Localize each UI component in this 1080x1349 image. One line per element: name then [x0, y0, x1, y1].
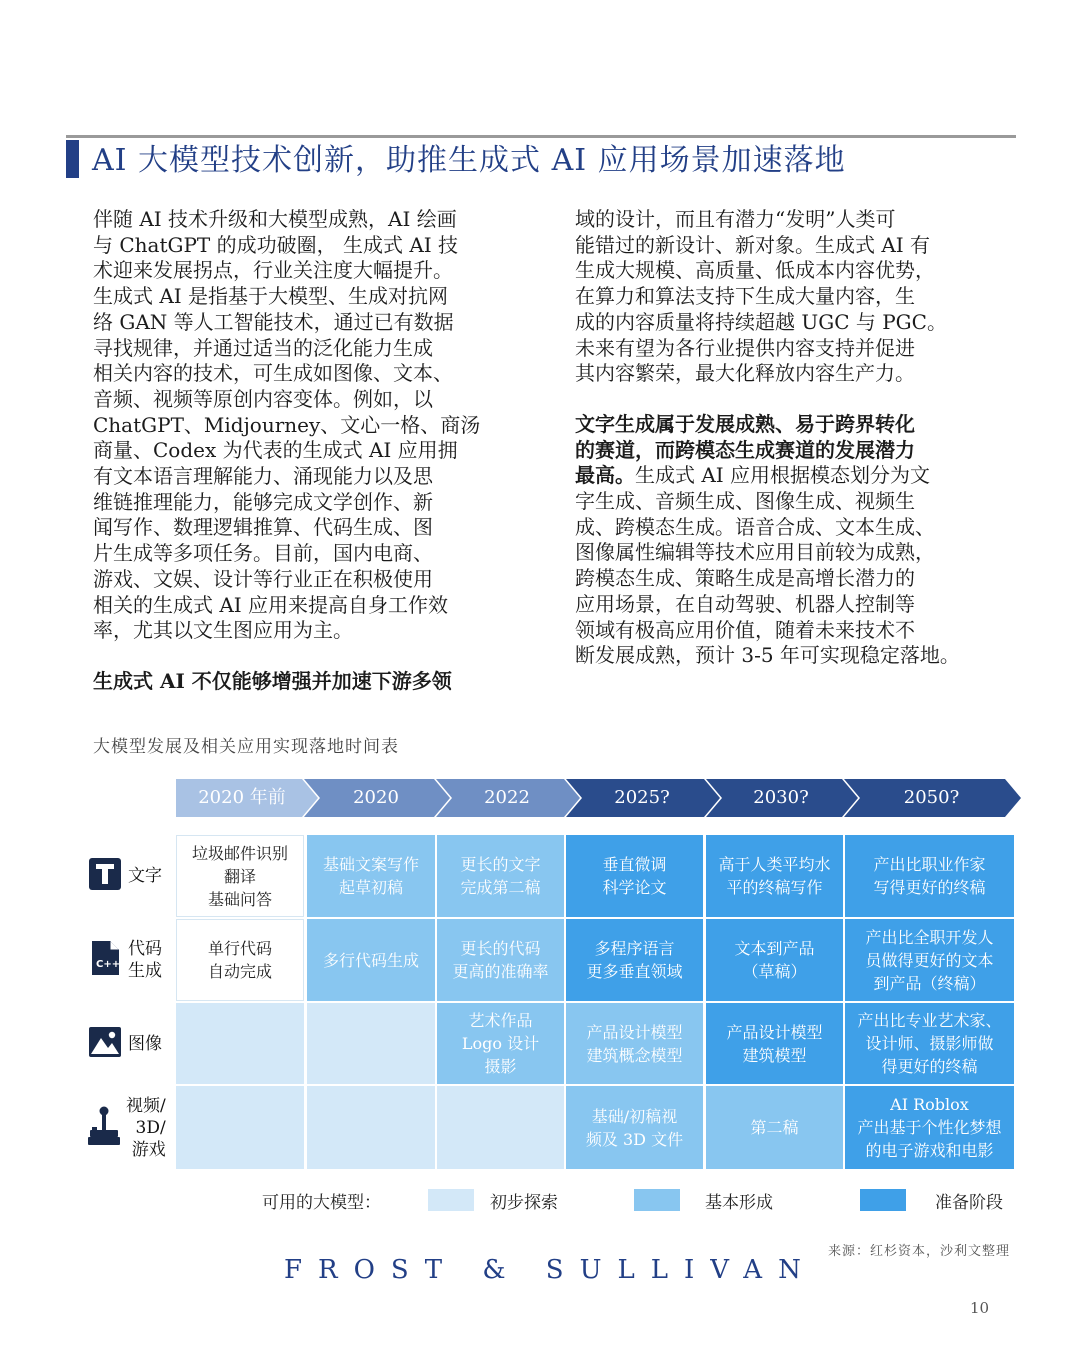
timeline-step — [844, 779, 1021, 817]
text-line: 术迎来发展拐点，行业关注度大幅提升。 — [93, 258, 453, 283]
grid-cell — [307, 1003, 435, 1084]
text-line: 成、跨模态生成。语音合成、文本生成、 — [575, 514, 935, 539]
grid-cell: 产出比专业艺术家、 设计师、摄影师做 得更好的终稿 — [845, 1003, 1014, 1084]
legend-swatch-exploring — [428, 1189, 474, 1211]
right-column — [575, 207, 1015, 669]
text-line: 域的设计，而且有潜力“发明”人类可 — [575, 207, 896, 231]
grid-cell: 基础/初稿视 频及 3D 文件 — [566, 1086, 703, 1169]
page-title: AI 大模型技术创新，助推生成式 AI 应用场景加速落地 — [92, 143, 846, 178]
grid-cell: 产出比职业作家 写得更好的终稿 — [845, 835, 1014, 917]
text-line: 领域有极高应用价值，随着未来技术不 — [575, 617, 915, 642]
text-line: 相关的生成式 AI 应用来提高自身工作效 — [93, 592, 449, 617]
grid-cell: 高于人类平均水 平的终稿写作 — [706, 835, 843, 917]
grid-cell: 多行代码生成 — [307, 919, 435, 1001]
left-paragraph-1 — [93, 207, 533, 644]
timeline-label: 2030? — [753, 787, 809, 808]
text-line: 率，尤其以文生图应用为主。 — [93, 618, 353, 643]
legend-title: 可用的大模型： — [262, 1193, 381, 1213]
row-label-text: 视频/ 3D/ 游戏 — [126, 1095, 166, 1160]
left-paragraph-2: 生成式 AI 不仅能够增强并加速下游多领 — [93, 668, 452, 693]
text-line: 商量、Codex 为代表的生成式 AI 应用拥 — [93, 438, 458, 463]
text-line: 生成式 AI 应用根据模态划分为文 — [635, 463, 931, 488]
grid-cell — [307, 1086, 435, 1169]
grid-cell: 文本到产品 （草稿） — [706, 919, 843, 1001]
right-paragraph-1 — [575, 207, 1015, 387]
row-label — [88, 1086, 178, 1169]
legend-label-ready: 准备阶段 — [935, 1193, 1003, 1213]
text-line: 片生成等多项任务。目前，国内电商、 — [93, 541, 433, 566]
text-line: 生成大规模、高质量、低成本内容优势， — [575, 258, 935, 283]
svg-text:C++: C++ — [96, 959, 121, 970]
text-line: 游戏、文娱、设计等行业正在积极使用 — [93, 566, 433, 591]
timeline-label: 2020 年前 — [198, 787, 286, 808]
legend-label-formed: 基本形成 — [705, 1193, 773, 1213]
figure-caption: 大模型发展及相关应用实现落地时间表 — [93, 737, 399, 757]
text-line: 跨模态生成、策略生成是高增长潜力的 — [575, 566, 915, 591]
right-paragraph-2-lead — [575, 412, 1015, 489]
text-line: 能错过的新设计、新对象。生成式 AI 有 — [575, 232, 931, 257]
text-line: 成的内容质量将持续超越 UGC 与 PGC。 — [575, 309, 947, 334]
text-line: 相关内容的技术，可生成如图像、文本、 — [93, 361, 453, 386]
timeline-step — [706, 779, 858, 817]
text-t-icon — [88, 857, 122, 895]
text-line: 维链推理能力，能够完成文学创作、新 — [93, 489, 433, 514]
grid-cell — [176, 1086, 304, 1169]
grid-cell: 基础文案写作 起草初稿 — [307, 835, 435, 917]
grid-cell: 更长的文字 完成第二稿 — [437, 835, 564, 917]
row-label-text: 代码 生成 — [128, 939, 162, 981]
text-line: 有文本语言理解能力、涌现能力以及思 — [93, 464, 433, 489]
grid-cell: 产品设计模型 建筑概念模型 — [566, 1003, 703, 1084]
row-label-text: 文字 — [128, 866, 162, 886]
text-line: 其内容繁荣，最大化释放内容生产力。 — [575, 361, 915, 386]
timeline-step — [566, 779, 720, 817]
timeline-step — [176, 779, 318, 817]
grid-cell — [437, 1086, 564, 1169]
frost-sullivan-logo: FROST & SULLIVAN — [284, 1255, 817, 1285]
timeline-step — [304, 779, 450, 817]
text-line: 的赛道，而跨模态生成赛道的发展潜力 — [575, 437, 915, 462]
grid-cell: 垂直微调 科学论文 — [566, 835, 703, 917]
source-note: 来源：红杉资本，沙利文整理 — [828, 1244, 1011, 1259]
grid-cell: 第二稿 — [706, 1086, 843, 1169]
milestone-grid — [176, 835, 1014, 1169]
grid-cell: 产出比全职开发人 员做得更好的文本 到产品（终稿） — [845, 919, 1014, 1001]
text-line: 络 GAN 等人工智能技术，通过已有数据 — [93, 309, 454, 334]
grid-cell: AI Roblox 产出基于个性化梦想 的电子游戏和电影 — [845, 1086, 1014, 1169]
text-line: 生成式 AI 是指基于大模型、生成对抗网 — [93, 284, 449, 309]
text-line: 文字生成属于发展成熟、易于跨界转化 — [575, 411, 915, 436]
page-number: 10 — [970, 1299, 990, 1317]
title-rule — [66, 135, 1016, 138]
title-accent-bar — [66, 140, 79, 178]
text-line: 与 ChatGPT 的成功破圈， 生成式 AI 技 — [93, 232, 459, 257]
right-paragraph-2 — [575, 489, 1015, 669]
text-line: 字生成、音频生成、图像生成、视频生 — [575, 489, 915, 514]
grid-cell — [176, 1003, 304, 1084]
text-line: 应用场景，在自动驾驶、机器人控制等 — [575, 591, 915, 616]
text-line: 未来有望为各行业提供内容支持并促进 — [575, 335, 915, 360]
text-line: 寻找规律，并通过适当的泛化能力生成 — [93, 335, 433, 360]
text-line: 音频、视频等原创内容变体。例如，以 — [93, 386, 433, 411]
row-label-text: 图像 — [128, 1033, 162, 1054]
grid-cell: 多程序语言 更多垂直领域 — [566, 919, 703, 1001]
timeline-label: 2025? — [614, 787, 670, 808]
timeline-label: 2022 — [484, 787, 530, 808]
grid-cell: 垃圾邮件识别 翻译 基础问答 — [176, 835, 304, 917]
left-column — [93, 207, 533, 695]
grid-cell: 产品设计模型 建筑模型 — [706, 1003, 843, 1084]
code-file-icon — [88, 940, 122, 980]
text-line: 最高。 — [575, 463, 635, 488]
grid-cell: 更长的代码 更高的准确率 — [437, 919, 564, 1001]
timeline-step — [436, 779, 580, 817]
timeline-label: 2020 — [353, 787, 399, 808]
image-icon — [88, 1026, 122, 1062]
row-label — [88, 835, 178, 917]
grid-cell: 单行代码 自动完成 — [176, 919, 304, 1001]
legend-swatch-ready — [860, 1189, 906, 1211]
row-label — [88, 919, 178, 1001]
text-line: ChatGPT、Midjourney、文心一格、商汤 — [93, 412, 481, 437]
legend-swatch-formed — [634, 1189, 680, 1211]
text-line: 在算力和算法支持下生成大量内容，生 — [575, 284, 915, 309]
grid-cell: 艺术作品 Logo 设计 摄影 — [437, 1003, 564, 1084]
joystick-icon — [88, 1106, 120, 1150]
row-label — [88, 1003, 178, 1084]
timeline-arrows — [176, 779, 1021, 817]
legend-label-exploring: 初步探索 — [490, 1193, 558, 1213]
text-line: 伴随 AI 技术升级和大模型成熟，AI 绘画 — [93, 207, 457, 231]
timeline-label: 2050? — [903, 787, 960, 808]
text-line: 闻写作、数理逻辑推算、代码生成、图 — [93, 515, 433, 540]
text-line: 图像属性编辑等技术应用目前较为成熟， — [575, 540, 935, 565]
text-line: 断发展成熟，预计 3-5 年可实现稳定落地。 — [575, 643, 960, 668]
